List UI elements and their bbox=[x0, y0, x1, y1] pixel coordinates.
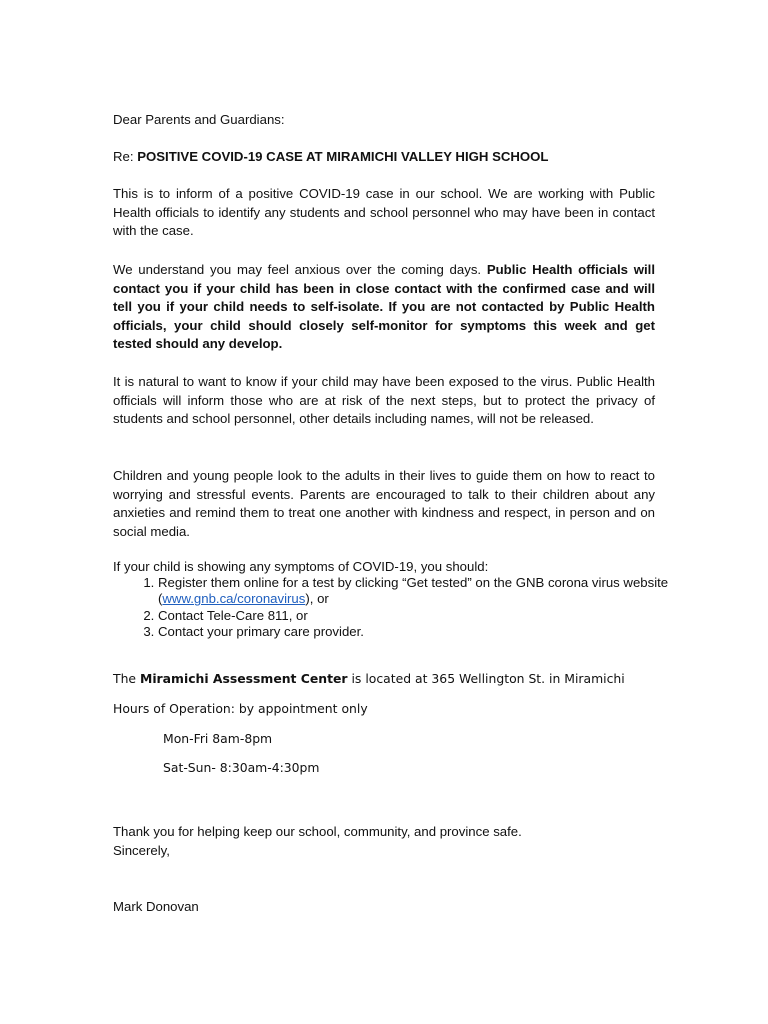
hours-label: Hours of Operation bbox=[113, 701, 231, 716]
list-item: 2. Contact Tele-Care 811, or bbox=[158, 608, 700, 624]
paragraph-intro: This is to inform of a positive COVID-19 case in our school. We are working with Public Health officials to identify any students and school personnel who may have been in contact with the case. bbox=[113, 186, 655, 239]
paragraph-exposure: It is natural to want to know if your child may have been exposed to the virus. Public Health officials will inform those who are at risk of the next steps, but to protect the privacy of students and school personnel, other details including names, will not be released. bbox=[113, 374, 655, 427]
hours-line bbox=[113, 700, 513, 718]
assessment-suffix: is located at 365 Wellington St. in Miramichi bbox=[347, 671, 625, 686]
gnb-coronavirus-link[interactable]: www.gnb.ca/coronavirus bbox=[162, 591, 306, 607]
hours-value: : by appointment only bbox=[230, 701, 368, 716]
assessment-center-name: Miramichi Assessment Center bbox=[139, 671, 348, 686]
list-item: 3. Contact your primary care provider. bbox=[158, 624, 700, 640]
salutation: Dear Parents and Guardians: bbox=[113, 112, 285, 127]
assessment-prefix: The bbox=[113, 671, 140, 686]
subject-line bbox=[113, 148, 655, 167]
paragraph-anxious bbox=[113, 261, 655, 354]
step1-text-end: ), or bbox=[305, 591, 329, 607]
paragraph-anxious-bold: Public Health officials will contact you if your child has been in close contact with the confirmed case and will tell you if your child needs to self-isolate. If you are not contacted by Public Health officials, your child should closely self-monitor for symptoms this week and get tested should any develop. bbox=[113, 262, 655, 352]
list-item bbox=[158, 575, 700, 608]
closing-sign: Sincerely, bbox=[113, 843, 170, 858]
paragraph-anxious-plain: We understand you may feel anxious over the coming days. bbox=[113, 262, 487, 277]
symptoms-intro: If your child is showing any symptoms of COVID-19, you should: bbox=[113, 559, 489, 574]
weekend-hours: Sat-Sun- 8:30am-4:30pm bbox=[163, 760, 320, 775]
closing-thanks: Thank you for helping keep our school, community, and province safe. bbox=[113, 824, 522, 839]
signature: Mark Donovan bbox=[113, 899, 199, 914]
weekday-hours: Mon-Fri 8am-8pm bbox=[163, 731, 273, 746]
paragraph-children: Children and young people look to the adults in their lives to guide them on how to react to worrying and stressful events. Parents are encouraged to talk to their children about any anxieties and remind them to treat one another with kindness and respect, in person and on social media. bbox=[113, 468, 655, 539]
re-prefix: Re: bbox=[113, 149, 138, 164]
re-subject: POSITIVE COVID-19 CASE AT MIRAMICHI VALLEY HIGH SCHOOL bbox=[137, 149, 549, 164]
steps-list bbox=[113, 575, 700, 641]
step1-text: Register them online for a test by clicking “Get tested” on the GNB corona virus website ( bbox=[158, 575, 669, 607]
assessment-center-line bbox=[113, 670, 673, 688]
